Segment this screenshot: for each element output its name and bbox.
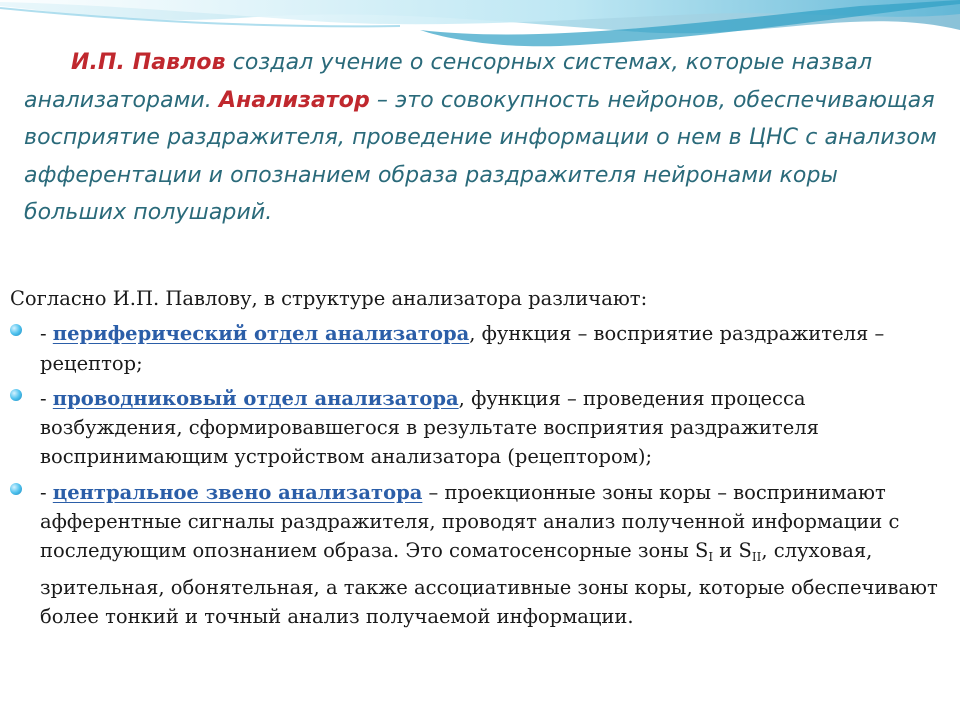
body-content [10,284,945,637]
bullet-icon [10,483,22,495]
central-link-link[interactable]: центральное звено анализатора [52,480,423,504]
bullet-icon [10,389,22,401]
item-text-mid: и S [713,539,752,563]
bullet-icon [10,324,22,336]
list-item [10,384,945,472]
analyzer-structure-list [10,319,945,631]
heading-text-part2: – это совокупность нейронов, обеспечивающая восприятие раздражителя, проведение информации о нем в ЦНС с анализом афферентации и опознанием образа раздражителя нейронами коры больших полушарий. [24,87,937,225]
item-text-tail: , слуховая, зрительная, обонятельная, а также ассоциативные зоны коры, которые обеспечивают более тонкий и точный анализ получаемой информации. [40,539,938,628]
list-item [10,319,945,378]
author-name: И.П. Павлов [71,50,226,75]
subscript-two: II [751,550,762,565]
heading-text-part1: создал учение о сенсорных системах, которые назвал анализаторами. [24,50,873,113]
definition-heading [24,44,940,232]
conductive-section-link[interactable]: проводниковый отдел анализатора [52,386,459,410]
item-text: , функция – восприятие раздражителя – рецептор; [40,322,885,375]
intro-text: Согласно И.П. Павлову, в структуре анализатора различают: [10,287,648,310]
item-prefix: - [40,386,53,410]
item-text: – проекционные зоны коры – воспринимают афферентные сигналы раздражителя, проводят анализ полученной информации с последующим опознанием образа. Это соматосенсорные зоны S [40,480,900,563]
item-prefix: - [40,322,53,346]
subscript-one: I [708,550,714,565]
item-text: , функция – проведения процесса возбуждения, сформировавшегося в результате восприятия раздражителя воспринимающим устройством анализатора (рецептором); [40,386,819,469]
defined-term: Анализатор [219,87,370,113]
item-prefix: - [40,480,53,504]
peripheral-section-link[interactable]: периферический отдел анализатора [52,322,470,346]
list-item [10,478,945,631]
